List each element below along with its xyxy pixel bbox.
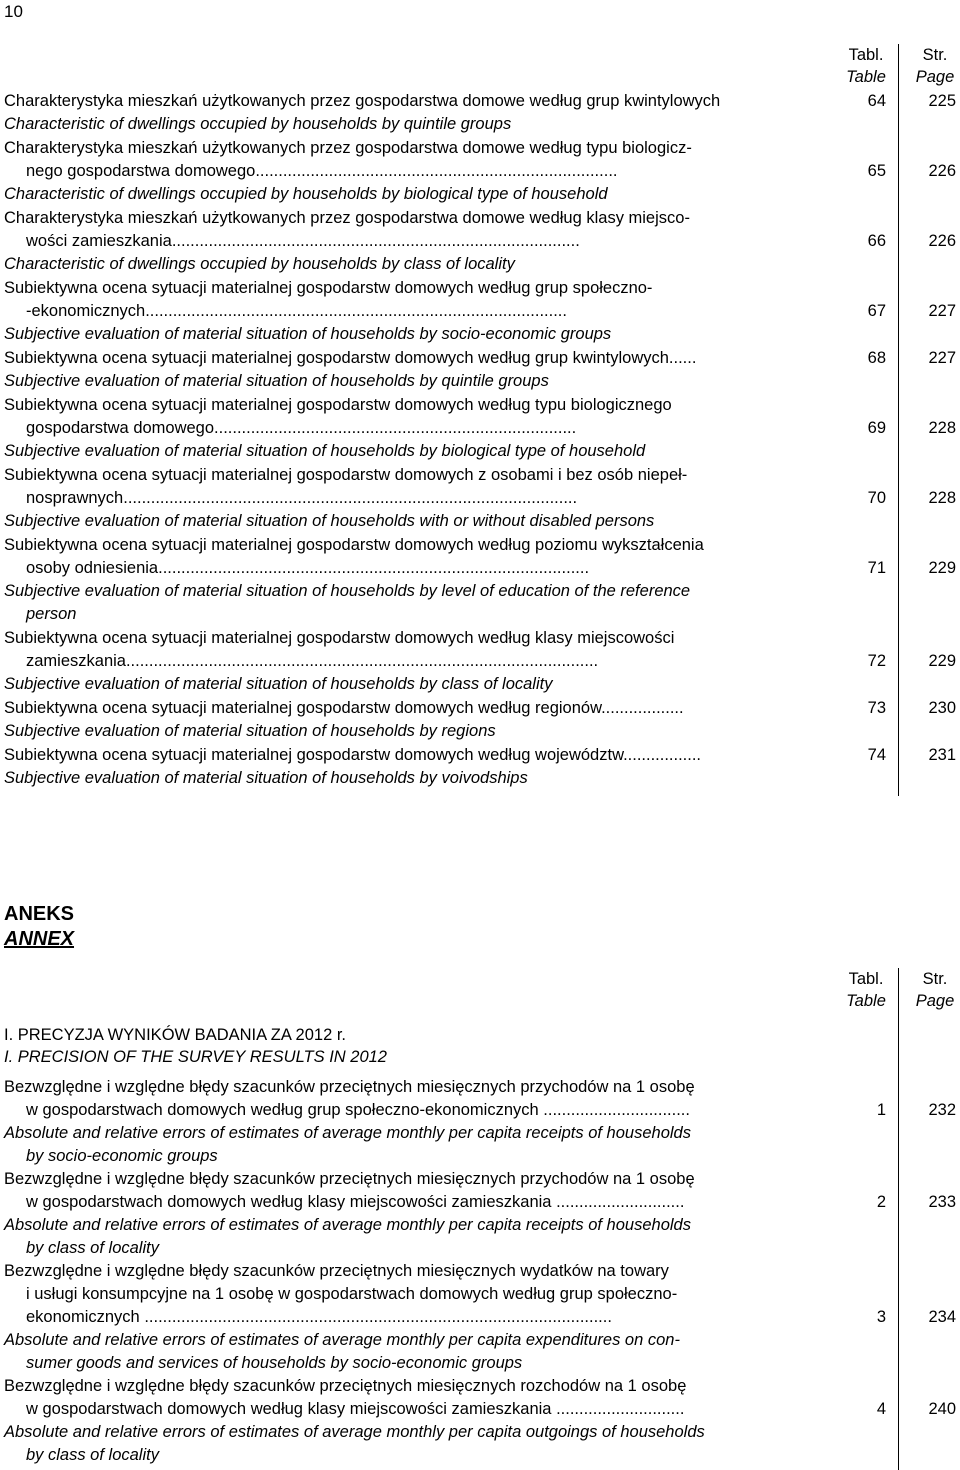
table-number: 73 bbox=[867, 699, 886, 717]
toc-entry-text bbox=[4, 744, 822, 790]
toc-entry-text bbox=[4, 1168, 822, 1260]
toc-title-pl: Subiektywna ocena sytuacji materialnej gospodarstw domowych z osobami i bez osób niepeł- bbox=[4, 466, 688, 484]
toc-entry-text bbox=[4, 1375, 822, 1467]
toc-title-pl: Bezwzględne i względne błędy szacunków przeciętnych miesięcznych przychodów na 1 osobę bbox=[4, 1170, 695, 1188]
toc-title-en: Characteristic of dwellings occupied by households by biological type of household bbox=[4, 185, 608, 203]
section-title-pl: I. PRECYZJA WYNIKÓW BADANIA ZA 2012 r. bbox=[4, 1026, 347, 1044]
toc-title-en: Subjective evaluation of material situation of households by socio-economic groups bbox=[4, 325, 612, 343]
toc-title-pl: Bezwzględne i względne błędy szacunków przeciętnych miesięcznych wydatków na towary bbox=[4, 1262, 669, 1280]
toc-title-en: Characteristic of dwellings occupied by households by quintile groups bbox=[4, 115, 512, 133]
page-label: Page bbox=[915, 992, 955, 1010]
toc-title-pl: Subiektywna ocena sytuacji materialnej gospodarstw domowych według klasy miejscowości bbox=[4, 629, 675, 647]
page-label: Page bbox=[915, 68, 955, 86]
toc-title-en: Characteristic of dwellings occupied by households by class of locality bbox=[4, 255, 515, 273]
table-column-header bbox=[830, 968, 902, 1012]
page-number-ref: 229 bbox=[928, 559, 956, 577]
toc-entry[interactable] bbox=[4, 137, 960, 206]
toc-entry[interactable] bbox=[4, 744, 960, 790]
dot-leader: ...................................................................................................... bbox=[139, 1308, 612, 1326]
dot-leader: ............................................................................... bbox=[214, 419, 577, 437]
toc-title-en: Absolute and relative errors of estimates of average monthly per capita outgoings of households bbox=[4, 1423, 705, 1441]
dot-leader: ....................................................................................................... bbox=[125, 652, 599, 670]
table-label: Table bbox=[846, 68, 886, 86]
toc-title-en: Subjective evaluation of material situation of households with or without disabled persons bbox=[4, 512, 655, 530]
dot-leader: ................................................................................................... bbox=[123, 489, 578, 507]
table-number: 1 bbox=[876, 1101, 886, 1119]
table-number: 2 bbox=[876, 1193, 886, 1211]
toc-entry[interactable] bbox=[4, 627, 960, 696]
page-number-ref: 233 bbox=[928, 1193, 956, 1211]
tabl-label: Tabl. bbox=[848, 970, 884, 988]
toc-entry-text bbox=[4, 697, 822, 743]
toc-title-pl: Bezwzględne i względne błędy szacunków przeciętnych miesięcznych rozchodów na 1 osobę bbox=[4, 1377, 687, 1395]
toc-entry[interactable] bbox=[4, 534, 960, 626]
toc-title-en: by class of locality bbox=[26, 1446, 159, 1464]
table-number: 69 bbox=[867, 419, 886, 437]
toc-title-pl: zamieszkania....................................................................................................... bbox=[26, 652, 599, 670]
dot-leader: ............................ bbox=[551, 1400, 685, 1418]
page-number: 10 bbox=[4, 2, 23, 21]
toc-title-en: Subjective evaluation of material situation of households by voivodships bbox=[4, 769, 528, 787]
page-number-ref: 234 bbox=[928, 1308, 956, 1326]
page-number-ref: 231 bbox=[928, 746, 956, 764]
toc-entry-text bbox=[4, 207, 822, 276]
annex-title-pl: ANEKS bbox=[4, 903, 75, 925]
table-number: 4 bbox=[876, 1400, 886, 1418]
toc-entry[interactable] bbox=[4, 464, 960, 533]
toc-entry-text bbox=[4, 464, 822, 533]
dot-leader: ................. bbox=[623, 746, 702, 764]
toc-title-pl: Bezwzględne i względne błędy szacunków przeciętnych miesięcznych przychodów na 1 osobę bbox=[4, 1078, 695, 1096]
toc-title-en: Absolute and relative errors of estimates of average monthly per capita receipts of households bbox=[4, 1216, 691, 1234]
dot-leader: ............................ bbox=[551, 1193, 685, 1211]
toc-entry[interactable] bbox=[4, 1375, 960, 1467]
toc-entry[interactable] bbox=[4, 394, 960, 463]
toc-entry-text bbox=[4, 627, 822, 696]
page-column-header bbox=[899, 44, 960, 88]
page-number-ref: 228 bbox=[928, 419, 956, 437]
toc-title-en: Subjective evaluation of material situation of households by regions bbox=[4, 722, 496, 740]
toc-title-en: by socio-economic groups bbox=[26, 1147, 218, 1165]
table-number: 70 bbox=[867, 489, 886, 507]
toc-title-pl: Charakterystyka mieszkań użytkowanych przez gospodarstwa domowe według klasy miejsco- bbox=[4, 209, 690, 227]
toc-entry[interactable] bbox=[4, 277, 960, 346]
table-number: 66 bbox=[867, 232, 886, 250]
toc-title-en: Subjective evaluation of material situation of households by class of locality bbox=[4, 675, 553, 693]
toc-title-pl: Subiektywna ocena sytuacji materialnej gospodarstw domowych według regionów.................. bbox=[4, 699, 684, 717]
page-number-ref: 228 bbox=[928, 489, 956, 507]
table-number: 65 bbox=[867, 162, 886, 180]
toc-title-en: by class of locality bbox=[26, 1239, 159, 1257]
toc-continued bbox=[4, 44, 960, 790]
toc-entry[interactable] bbox=[4, 1076, 960, 1168]
table-number: 67 bbox=[867, 302, 886, 320]
annex-title-en: ANNEX bbox=[4, 928, 75, 950]
str-label: Str. bbox=[922, 46, 948, 64]
dot-leader: ......................................................................................... bbox=[171, 232, 580, 250]
table-number: 64 bbox=[867, 92, 886, 110]
page-number-ref: 225 bbox=[928, 92, 956, 110]
toc-title-pl: ekonomicznych ...................................................................................................... bbox=[26, 1308, 612, 1326]
page-number-ref: 227 bbox=[928, 302, 956, 320]
toc-title-pl: w gospodarstwach domowych według klasy miejscowości zamieszkania ............................ bbox=[26, 1400, 685, 1418]
column-header bbox=[4, 968, 960, 1014]
page-number-ref: 240 bbox=[928, 1400, 956, 1418]
toc-title-pl: i usługi konsumpcyjne na 1 osobę w gospodarstwach domowych według grup społeczno- bbox=[26, 1285, 678, 1303]
column-header bbox=[4, 44, 960, 90]
toc-title-pl: Subiektywna ocena sytuacji materialnej gospodarstw domowych według poziomu wykształcenia bbox=[4, 536, 704, 554]
dot-leader: .............................................................................................. bbox=[158, 559, 590, 577]
toc-title-pl: Charakterystyka mieszkań użytkowanych przez gospodarstwa domowe według typu biologicz- bbox=[4, 139, 692, 157]
table-number: 72 bbox=[867, 652, 886, 670]
toc-entry[interactable] bbox=[4, 90, 960, 136]
toc-entry-text bbox=[4, 90, 822, 136]
annex-heading bbox=[4, 902, 74, 952]
toc-title-en: Absolute and relative errors of estimates of average monthly per capita expenditures on con- bbox=[4, 1331, 680, 1349]
toc-title-pl: osoby odniesienia.............................................................................................. bbox=[26, 559, 590, 577]
table-number: 71 bbox=[867, 559, 886, 577]
toc-title-pl: -ekonomicznych............................................................................................ bbox=[26, 302, 567, 320]
toc-entry-text bbox=[4, 137, 822, 206]
str-label: Str. bbox=[922, 970, 948, 988]
dot-leader: ...... bbox=[668, 349, 697, 367]
toc-title-pl: Subiektywna ocena sytuacji materialnej gospodarstw domowych według województw................. bbox=[4, 746, 702, 764]
table-number: 74 bbox=[867, 746, 886, 764]
page-column-header bbox=[899, 968, 960, 1012]
page-number-ref: 229 bbox=[928, 652, 956, 670]
page-number-ref: 227 bbox=[928, 349, 956, 367]
section-title-en: I. PRECISION OF THE SURVEY RESULTS IN 2012 bbox=[4, 1048, 387, 1066]
table-number: 68 bbox=[867, 349, 886, 367]
toc-title-pl: nosprawnych................................................................................................... bbox=[26, 489, 578, 507]
toc-title-en: Absolute and relative errors of estimates of average monthly per capita receipts of households bbox=[4, 1124, 691, 1142]
toc-annex bbox=[4, 968, 960, 1467]
dot-leader: ............................................................................... bbox=[255, 162, 618, 180]
toc-entry-text bbox=[4, 277, 822, 346]
toc-entry-text bbox=[4, 347, 822, 393]
toc-title-pl: gospodarstwa domowego............................................................................... bbox=[26, 419, 577, 437]
page-number-ref: 230 bbox=[928, 699, 956, 717]
toc-title-en: person bbox=[26, 605, 77, 623]
table-column-header bbox=[830, 44, 902, 88]
toc-title-pl: Subiektywna ocena sytuacji materialnej gospodarstw domowych według grup kwintylowych...... bbox=[4, 349, 697, 367]
toc-title-en: Subjective evaluation of material situation of households by biological type of household bbox=[4, 442, 646, 460]
page-number-ref: 226 bbox=[928, 162, 956, 180]
toc-title-pl: wości zamieszkania......................................................................................... bbox=[26, 232, 580, 250]
tabl-label: Tabl. bbox=[848, 46, 884, 64]
page-number-ref: 232 bbox=[928, 1101, 956, 1119]
toc-entry-text bbox=[4, 534, 822, 626]
toc-entry[interactable] bbox=[4, 1168, 960, 1260]
toc-entry[interactable] bbox=[4, 207, 960, 276]
toc-title-pl: Subiektywna ocena sytuacji materialnej gospodarstw domowych według typu biologicznego bbox=[4, 396, 672, 414]
page-number-ref: 226 bbox=[928, 232, 956, 250]
table-label: Table bbox=[846, 992, 886, 1010]
toc-title-pl: Subiektywna ocena sytuacji materialnej gospodarstw domowych według grup społeczno- bbox=[4, 279, 653, 297]
toc-title-pl: nego gospodarstwa domowego............................................................................... bbox=[26, 162, 618, 180]
section-heading bbox=[4, 1024, 960, 1068]
toc-title-pl: w gospodarstwach domowych według klasy miejscowości zamieszkania ............................ bbox=[26, 1193, 685, 1211]
table-number: 3 bbox=[876, 1308, 886, 1326]
dot-leader: ............................................................................................ bbox=[145, 302, 567, 320]
toc-title-en: sumer goods and services of households by socio-economic groups bbox=[26, 1354, 523, 1372]
toc-entry-text bbox=[4, 394, 822, 463]
toc-title-en: Subjective evaluation of material situation of households by level of education of the reference bbox=[4, 582, 691, 600]
dot-leader: ................................ bbox=[538, 1101, 690, 1119]
toc-entry[interactable] bbox=[4, 697, 960, 743]
toc-entry-text bbox=[4, 1076, 822, 1168]
toc-title-pl: w gospodarstwach domowych według grup społeczno-ekonomicznych ................................ bbox=[26, 1101, 690, 1119]
toc-entry[interactable] bbox=[4, 347, 960, 393]
dot-leader: .................. bbox=[601, 699, 684, 717]
toc-entry[interactable] bbox=[4, 1260, 960, 1375]
toc-title-en: Subjective evaluation of material situation of households by quintile groups bbox=[4, 372, 549, 390]
toc-title-pl: Charakterystyka mieszkań użytkowanych przez gospodarstwa domowe według grup kwintylowych bbox=[4, 92, 721, 110]
toc-entry-text bbox=[4, 1260, 822, 1375]
